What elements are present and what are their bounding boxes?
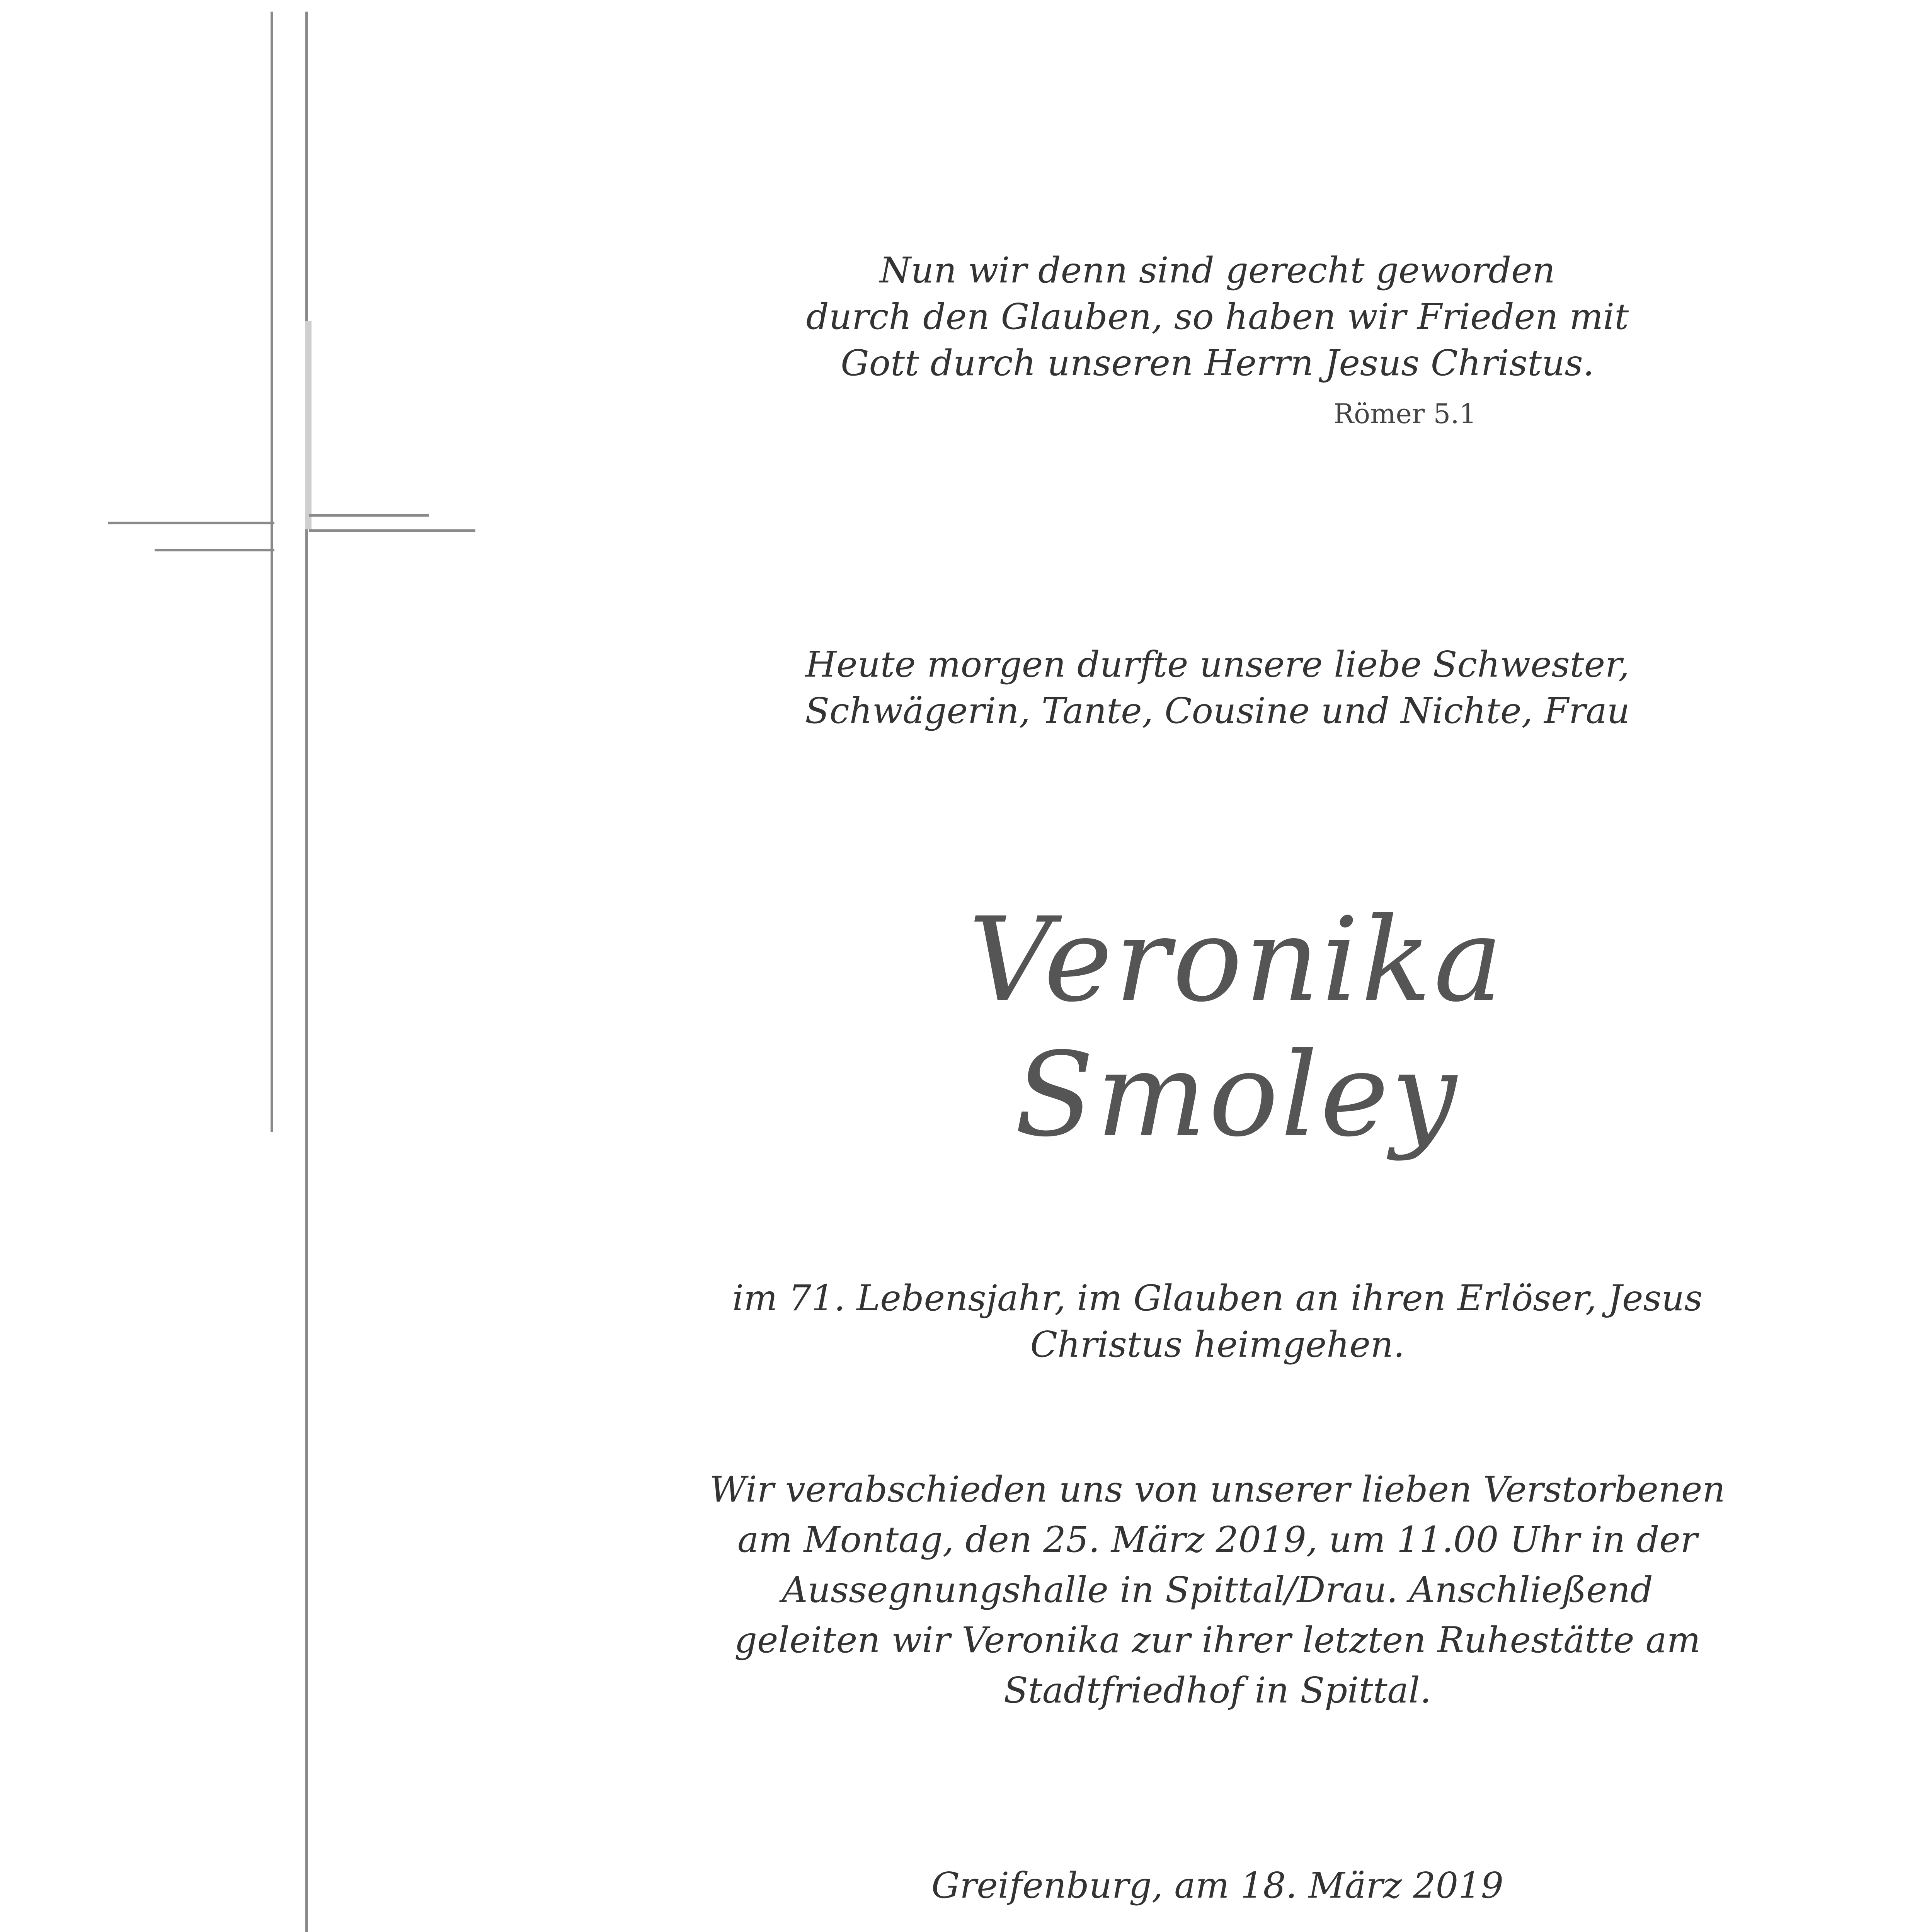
- cross-horizontal-right-lower: [309, 529, 475, 532]
- cross-vertical-left: [271, 12, 273, 1132]
- deceased-name: Veronika Smoley: [968, 893, 1505, 1162]
- bible-verse: [696, 247, 1739, 386]
- life-line: im 71. Lebensjahr, im Glauben an ihren Erlöser, Jesus: [732, 1277, 1703, 1319]
- farewell-line: am Montag, den 25. März 2019, um 11.00 Uhr in der: [737, 1519, 1697, 1560]
- cross-horizontal-left-lower: [155, 549, 274, 551]
- life-text: [696, 1275, 1739, 1368]
- farewell-line: Aussegnungshalle in Spittal/Drau. Anschließend: [782, 1569, 1653, 1611]
- verse-reference: Römer 5.1: [1333, 398, 1476, 430]
- cross-vertical-shade: [305, 321, 312, 529]
- cross-horizontal-right-upper: [309, 514, 429, 517]
- place-date: Greifenburg, am 18. März 2019: [931, 1865, 1504, 1906]
- verse-line: Gott durch unseren Herrn Jesus Christus.: [841, 342, 1594, 384]
- cross-vertical-right: [305, 12, 308, 1932]
- cross-horizontal-left-upper: [108, 522, 274, 524]
- intro-line: Heute morgen durfte unsere liebe Schwester,: [805, 644, 1630, 685]
- farewell-line: geleiten wir Veronika zur ihrer letzten Ruhestätte am: [734, 1619, 1701, 1661]
- farewell-line: Stadtfriedhof in Spittal.: [1003, 1670, 1432, 1711]
- farewell-text: [696, 1464, 1739, 1716]
- life-line: Christus heimgehen.: [1030, 1324, 1405, 1365]
- verse-line: durch den Glauben, so haben wir Frieden mit: [806, 296, 1629, 337]
- farewell-line: Wir verabschieden uns von unserer lieben Verstorbenen: [710, 1469, 1725, 1510]
- intro-line: Schwägerin, Tante, Cousine und Nichte, Frau: [805, 690, 1630, 731]
- verse-line: Nun wir denn sind gerecht geworden: [880, 250, 1555, 291]
- intro-text: [696, 641, 1739, 734]
